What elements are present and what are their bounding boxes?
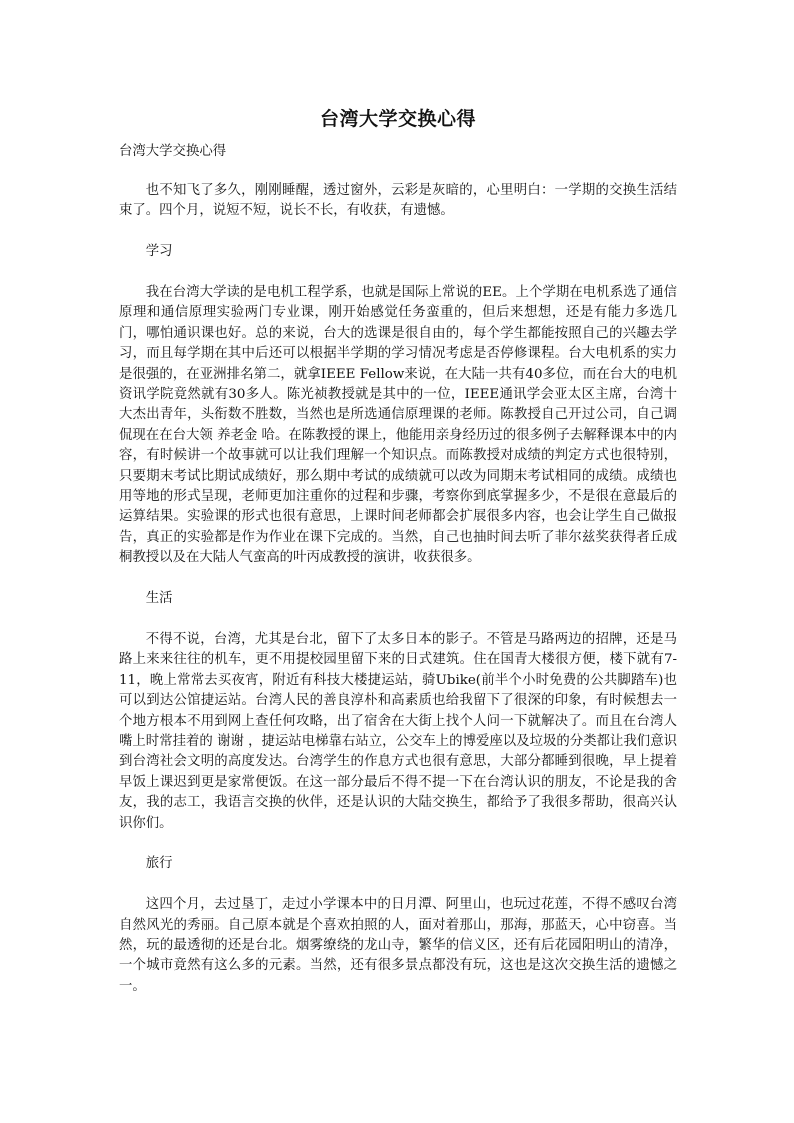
spacer: [119, 222, 677, 242]
spacer: [119, 834, 677, 854]
spacer: [119, 875, 677, 895]
spacer: [119, 569, 677, 589]
spacer: [119, 263, 677, 283]
document-title: 台湾大学交换心得: [319, 108, 476, 130]
document-subtitle: 台湾大学交换心得: [119, 144, 227, 159]
section-body-travel: 这四个月，去过垦丁，走过小学课本中的日月潭、阿里山，也玩过花莲，不得不感叹台湾自然风光的秀丽。自己原本就是个喜欢拍照的人，面对着那山，那海，那蓝天，心中窃喜。当然，玩的最透彻的还是台北。烟雾缭绕的龙山寺，繁华的信义区，还有后花园阳明山的清净，一个城市竟然有这么多的元素。当然，还有很多景点都没有玩，这也是这次交换生活的遗憾之一。: [119, 897, 677, 994]
section-body-study: 我在台湾大学读的是电机工程学系，也就是国际上常说的EE。上个学期在电机系选了通信原理和通信原理实验两门专业课，刚开始感觉任务蛮重的，但后来想想，还是有能力多选几门，哪怕通识课也好。总的来说，台大的选课是很自由的，每个学生都能按照自己的兴趣去学习，而且每学期在其中后还可以根据半学期的学习情况考虑是否停修课程。台大电机系的实力是很强的，在亚洲排名第二，就拿IEEE Fellow来说，在大陆一共有40多位，而在台大的电机资讯学院竟然就有30多人。陈光祯教授就是其中的一位，IEEE通讯学会亚太区主席，台湾十大杰出青年，头衔数不胜数，当然也是所选通信原理课的老师。陈教授自己开过公司，自己调侃现在在台大领 养老金 哈。在陈教授的课上，他能用亲身经历过的很多例子去解释课本中的内容，有时候讲一个故事就可以让我们理解一个知识点。而陈教授对成绩的判定方式也很特别，只要期末考试比期试成绩好，那么期中考试的成绩就可以改为同期末考试相同的成绩。成绩也用等地的形式呈现，老师更加注重你的过程和步骤，考察你到底掌握多少，不是很在意最后的运算结果。实验课的形式也很有意思，上课时间老师都会扩展很多内容，也会让学生自己做报告，真正的实验都是作为作业在课下完成的。当然，自己也抽时间去听了菲尔兹奖获得者丘成桐教授以及在大陆人气蛮高的叶丙成教授的演讲，收获很多。: [119, 285, 677, 566]
section-body-life: 不得不说，台湾，尤其是台北，留下了太多日本的影子。不管是马路两边的招牌，还是马路上来来往往的机车，更不用提校园里留下来的日式建筑。住在国青大楼很方便，楼下就有7-11，晚上常常去买夜宵，附近有科技大楼捷运站，骑Ubike(前半个小时免费的公共脚踏车)也可以到达公馆捷运站。台湾人民的善良淳朴和高素质也给我留下了很深的印象，有时候想去一个地方根本不用到网上查任何攻略，出了宿舍在大街上找个人问一下就解决了。而且在台湾人嘴上时常挂着的 谢谢 ，捷运站电梯靠右站立，公交车上的博爱座以及垃圾的分类都让我们意识到台湾社会文明的高度发达。台湾学生的作息方式也很有意思，大部分都睡到很晚，早上提着早饭上课迟到更是家常便饭。在这一部分最后不得不提一下在台湾认识的朋友，不论是我的舍友，我的志工，我语言交换的伙伴，还是认识的大陆交换生，都给予了我很多帮助，很高兴认识你们。: [119, 631, 677, 831]
section-heading-life: 生活: [145, 591, 173, 607]
section-heading-study: 学习: [145, 244, 173, 260]
intro-paragraph: 也不知飞了多久，刚刚睡醒，透过窗外，云彩是灰暗的，心里明白：一学期的交换生活结束了。四个月，说短不短，说长不长，有收获，有遗憾。: [119, 183, 677, 219]
spacer: [119, 162, 677, 181]
document-page: [119, 0, 677, 997]
section-heading-travel: 旅行: [145, 856, 173, 872]
spacer: [119, 609, 677, 629]
